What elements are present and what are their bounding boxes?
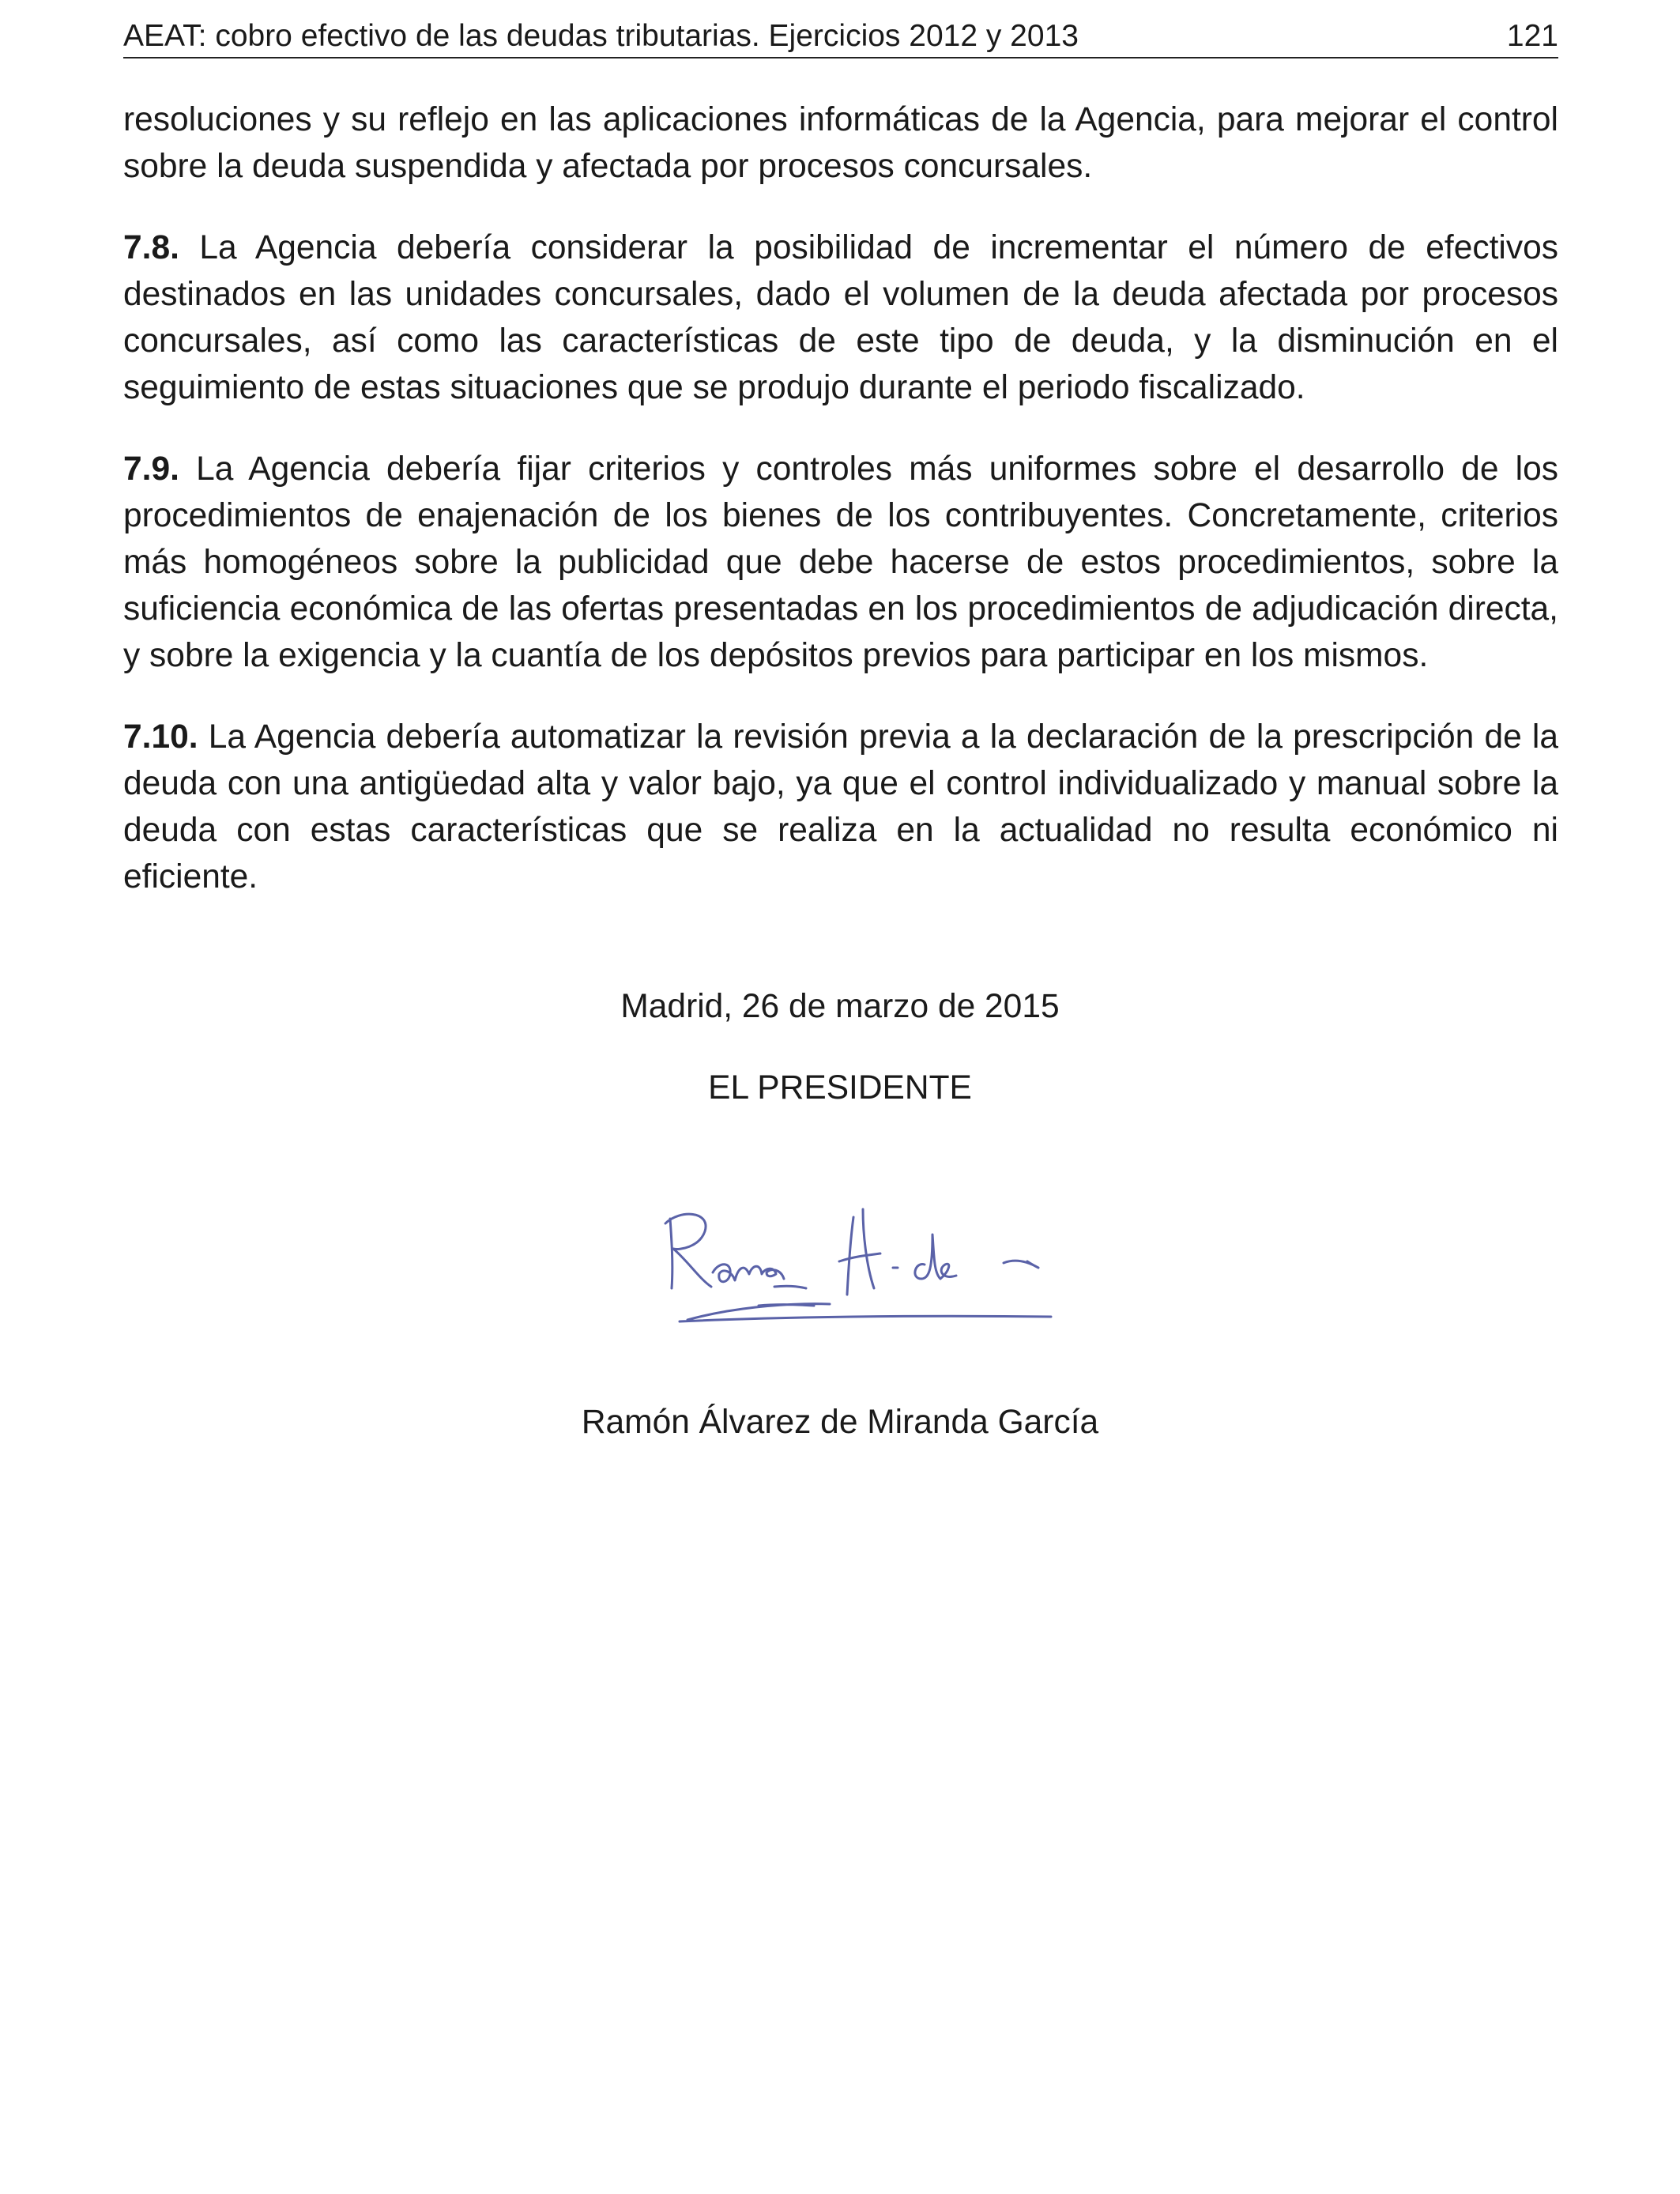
recommendation-number: 7.10. xyxy=(123,718,198,756)
closing-place-date: Madrid, 26 de marzo de 2015 xyxy=(620,988,1060,1025)
recommendation-number: 7.8. xyxy=(123,229,179,266)
continuation-paragraph: resoluciones y su reflejo en las aplicaciones informáticas de la Agencia, para mejorar el control sobre la deuda suspendida y afectada por procesos concursales. xyxy=(123,101,1558,185)
closing-role: EL PRESIDENTE xyxy=(708,1069,972,1106)
recommendation-7-8 xyxy=(123,224,1558,411)
body-text xyxy=(123,96,1558,935)
recommendation-text: La Agencia debería automatizar la revisión previa a la declaración de la prescripción de la deuda con una antigüedad alta y valor bajo, ya que el control individualizado y manual sobre la deuda con estas características que se realiza en la actualidad no resulta económico ni eficiente. xyxy=(123,718,1558,895)
recommendation-text: La Agencia debería fijar criterios y controles más uniformes sobre el desarrollo de los procedimientos de enajenación de los bienes de los contribuyentes. Concretamente, criterios más homogéneos sobre la publicidad que debe hacerse de estos procedimientos, sobre la suficiencia económica de las ofertas presentadas en los procedimientos de adjudicación directa, y sobre la exigencia y la cuantía de los depósitos previos para participar en los mismos. xyxy=(123,450,1558,674)
page-header xyxy=(123,16,1558,58)
handwritten-signature xyxy=(656,1186,1067,1344)
signature-strokes xyxy=(665,1209,1051,1321)
recommendation-7-9 xyxy=(123,446,1558,679)
recommendation-number: 7.9. xyxy=(123,450,179,488)
header-title: AEAT: cobro efectivo de las deudas tributarias. Ejercicios 2012 y 2013 xyxy=(123,19,1079,53)
recommendation-7-10 xyxy=(123,714,1558,900)
page-number: 121 xyxy=(1506,19,1558,53)
signer-name: Ramón Álvarez de Miranda García xyxy=(581,1404,1099,1441)
recommendation-text: La Agencia debería considerar la posibilidad de incrementar el número de efectivos destinados en las unidades concursales, dado el volumen de la deuda afectada por procesos concursales, así como las características de este tipo de deuda, y la disminución en el seguimiento de estas situaciones que se produjo durante el periodo fiscalizado. xyxy=(123,229,1558,406)
